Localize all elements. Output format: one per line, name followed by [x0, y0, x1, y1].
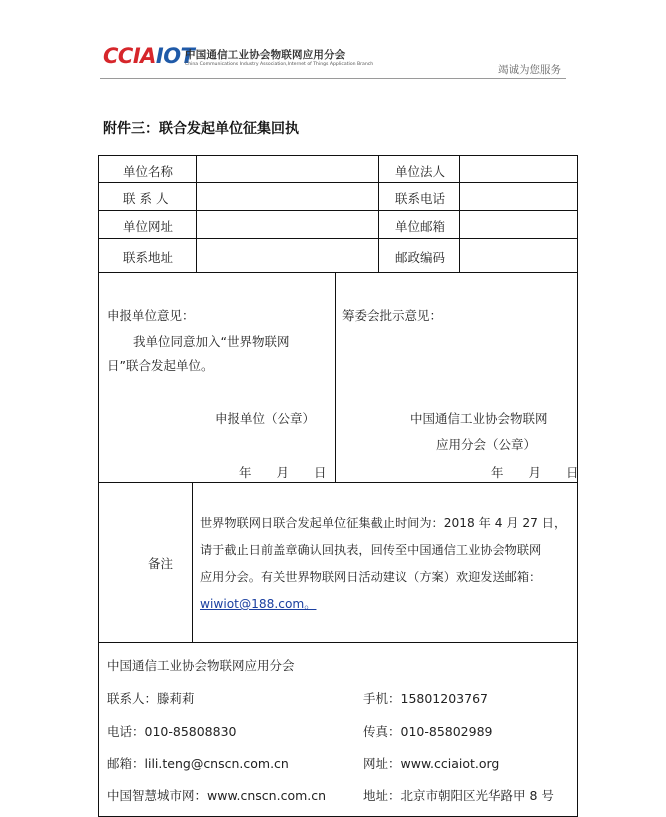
notes-text-1: 世界物联网日联合发起单位征集截止时间为：2018 年 4 月 27 日， [200, 516, 567, 530]
notes-label: 备注 [148, 556, 174, 571]
applicant-seal-label: 申报单位（公章） [215, 411, 316, 426]
row-divider [99, 482, 577, 483]
contact-person-text: 联系人：滕莉莉 [107, 691, 195, 706]
applicant-date: 年 月 日 [239, 465, 327, 480]
row-divider [99, 272, 577, 273]
contact-person-field[interactable] [197, 183, 378, 210]
page-title: 附件三：联合发起单位征集回执 [103, 121, 299, 137]
smart-city-website-text: 中国智慧城市网：www.cnscn.com.cn [107, 788, 327, 803]
contact-mobile-text: 手机：15801203767 [363, 691, 488, 706]
contact-phone-field[interactable] [460, 183, 576, 210]
cciaiot-logo [103, 44, 194, 68]
legal-representative-field[interactable] [460, 157, 576, 182]
unit-website-label: 单位网址 [123, 219, 174, 234]
contact-phone-text: 电话：010-85808830 [107, 724, 237, 739]
header-divider [100, 78, 566, 79]
letterhead [0, 0, 666, 80]
org-name-cn: 中国通信工业协会物联网应用分会 [185, 49, 346, 61]
notes-text-2: 请于截止日前盖章确认回执表，回传至中国通信工业协会物联网 [200, 543, 542, 557]
unit-name-field[interactable] [197, 157, 378, 182]
contact-phone-label: 联系电话 [395, 191, 446, 206]
contact-website-text: 网址：www.cciaiot.org [363, 756, 500, 771]
legal-representative-label: 单位法人 [395, 164, 446, 179]
column-divider [192, 482, 193, 642]
unit-website-field[interactable] [197, 211, 378, 238]
slogan: 竭诚为您服务 [498, 64, 561, 76]
contact-email-text: 邮箱：lili.teng@cnscn.com.cn [107, 756, 289, 771]
committee-opinion-heading: 筹委会批示意见： [342, 308, 443, 323]
notes-email-link[interactable]: wiwiot@188.com。 [200, 597, 317, 611]
postal-code-label: 邮政编码 [395, 250, 446, 265]
column-divider [335, 272, 336, 482]
logo-text-iot: IOT [155, 44, 195, 68]
postal-code-field[interactable] [460, 239, 576, 272]
notes-text-3: 应用分会。有关世界物联网日活动建议（方案）欢迎发送邮箱： [200, 570, 542, 584]
applicant-opinion-heading: 申报单位意见： [107, 308, 195, 323]
unit-name-label: 单位名称 [123, 164, 174, 179]
contact-address-label: 联系地址 [123, 250, 174, 265]
contact-fax-text: 传真：010-85802989 [363, 724, 493, 739]
receipt-form [98, 155, 578, 817]
org-name-en: China Communications Industry Association,Internet of Things Application Branch [185, 62, 374, 67]
contact-person-label: 联 系 人 [123, 191, 169, 206]
logo-text-ccia: CCIA [103, 44, 156, 68]
row-divider [99, 642, 577, 643]
contact-address-field[interactable] [197, 239, 378, 272]
committee-date: 年 月 日 [491, 465, 579, 480]
applicant-opinion-text-1: 我单位同意加入“世界物联网 [133, 334, 290, 349]
committee-seal-line-1: 中国通信工业协会物联网 [410, 411, 548, 426]
committee-seal-line-2: 应用分会（公章） [436, 437, 537, 452]
contact-org-name: 中国通信工业协会物联网应用分会 [107, 658, 295, 673]
column-divider [378, 156, 379, 272]
unit-email-label: 单位邮箱 [395, 219, 446, 234]
contact-address-text: 地址：北京市朝阳区光华路甲 8 号 [363, 788, 554, 803]
unit-email-field[interactable] [460, 211, 576, 238]
applicant-opinion-text-2: 日”联合发起单位。 [107, 358, 214, 373]
